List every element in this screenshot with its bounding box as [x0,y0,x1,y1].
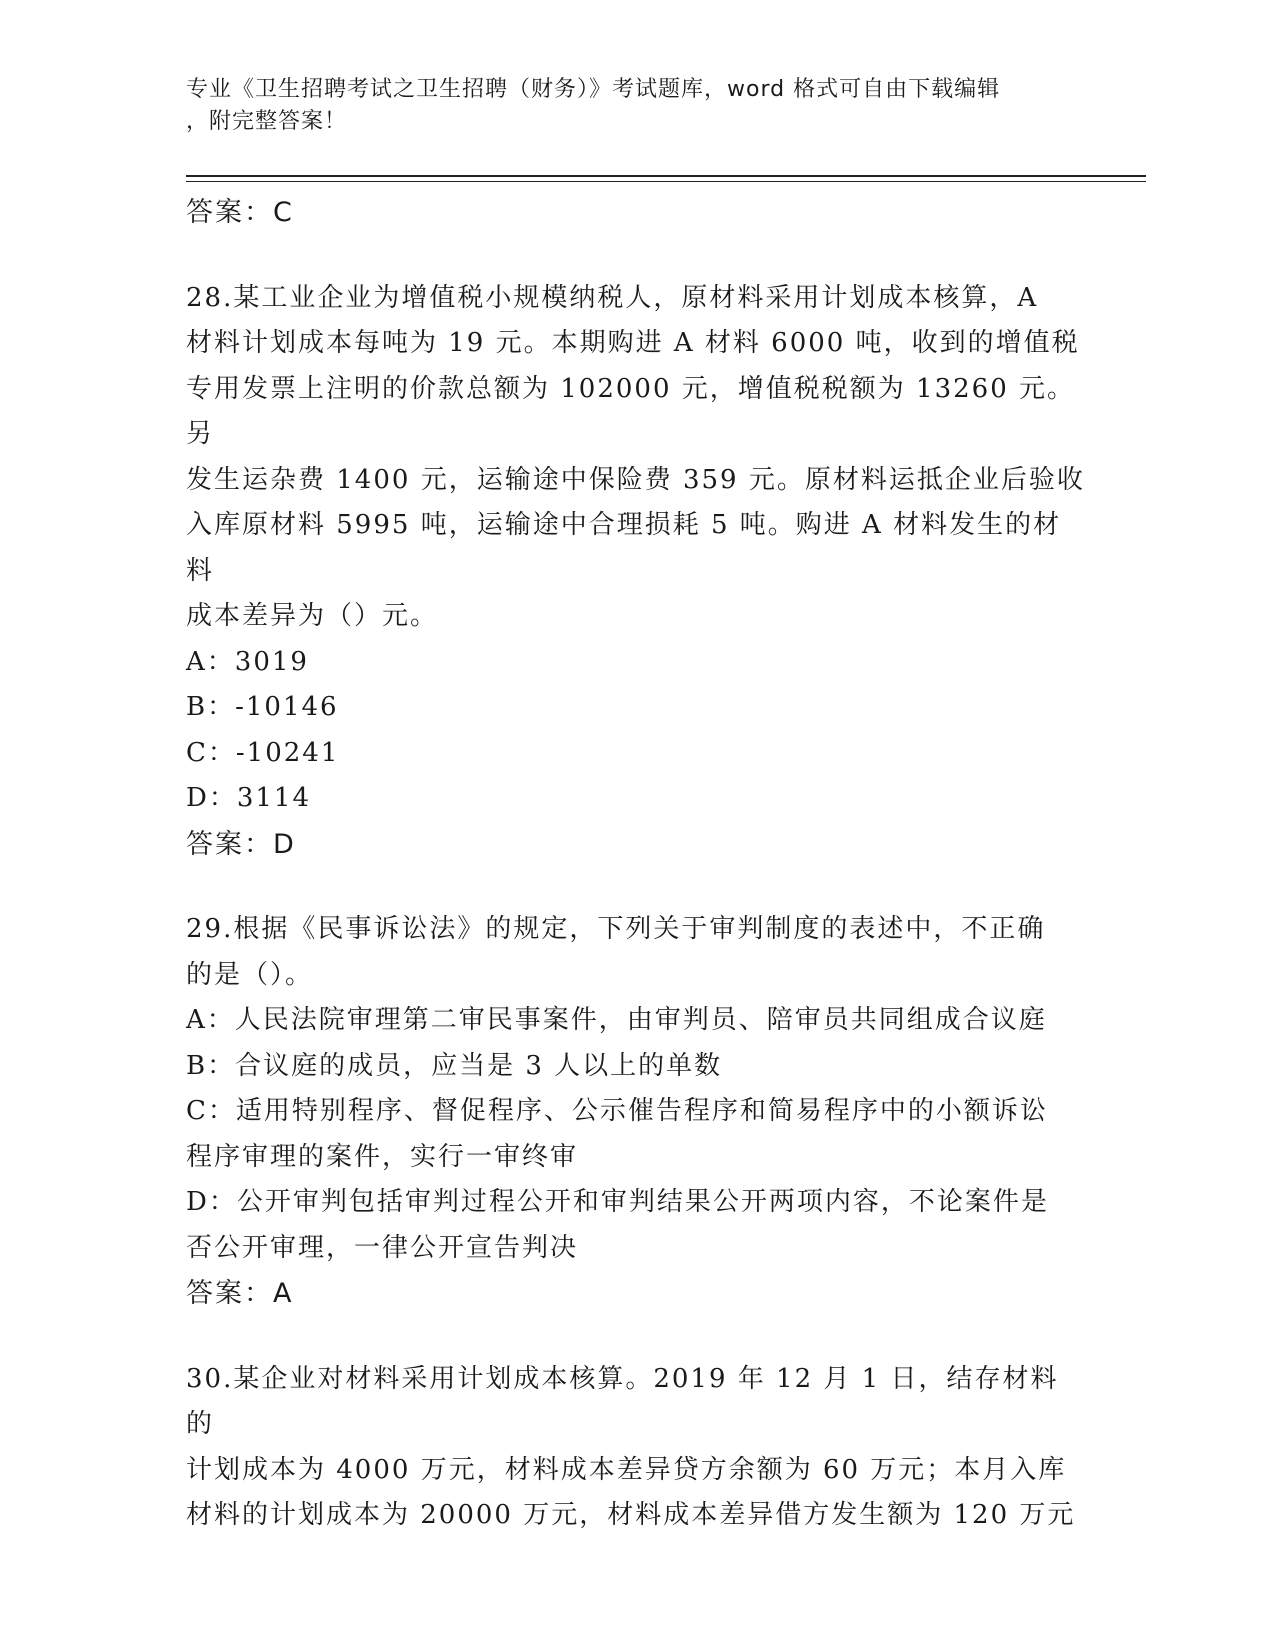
option-b: B：合议庭的成员，应当是 3 人以上的单数 [186,1050,723,1081]
question-30 [186,1357,1086,1539]
answer-q28: 答案：D [186,828,296,860]
question-line: 专用发票上注明的价款总额为 102000 元，增值税税额为 13260 元。另 [186,373,1076,449]
question-line: 成本差异为（）元。 [186,601,439,631]
option-a: A：3019 [186,646,309,677]
question-line: 材料的计划成本为 20000 万元，材料成本差异借方发生额为 120 万元 [186,1500,1076,1530]
header-rule-thick [186,175,1146,177]
option-d-continued: 否公开审理，一律公开宣告判决 [186,1232,579,1263]
header-rule-thin [186,181,1146,182]
option-b: B：-10146 [186,692,339,722]
question-line: 材料计划成本每吨为 19 元。本期购进 A 材料 6000 吨，收到的增值税 [186,328,1080,358]
document-body [186,190,1086,1539]
option-c: C：适用特别程序、督促程序、公示催告程序和简易程序中的小额诉讼 [186,1096,1048,1126]
question-line: 入库原材料 5995 吨，运输途中合理损耗 5 吨。购进 A 材料发生的材料 [186,510,1062,586]
answer-q27: 答案：C [186,197,294,228]
option-a: A：人民法院审理第二审民事案件，由审判员、陪审员共同组成合议庭 [186,1005,1047,1035]
option-d: D：公开审判包括审判过程公开和审判结果公开两项内容，不论案件是 [186,1187,1049,1217]
option-c-continued: 程序审理的案件，实行一审终审 [186,1141,579,1172]
question-line: 28.某工业企业为增值税小规模纳税人，原材料采用计划成本核算，A [186,282,1039,313]
page-header [186,74,1066,138]
option-c: C：-10241 [186,737,340,768]
question-line: 的是（）。 [186,959,314,990]
question-line: 发生运杂费 1400 元，运输途中保险费 359 元。原材料运抵企业后验收 [186,464,1085,495]
question-29 [186,907,1086,1317]
option-d: D：3114 [186,783,312,813]
answer-q29: 答案：A [186,1278,294,1309]
header-line-2: ，附完整答案！ [186,109,348,134]
question-line: 29.根据《民事诉讼法》的规定，下列关于审判制度的表述中，不正确 [186,914,1046,944]
question-line: 计划成本为 4000 万元，材料成本差异贷方余额为 60 万元；本月入库 [186,1454,1067,1485]
question-line: 30.某企业对材料采用计划成本核算。2019 年 12 月 1 日，结存材料的 [186,1363,1059,1439]
question-28 [186,276,1086,868]
header-line-1: 专业《卫生招聘考试之卫生招聘（财务）》考试题库，word 格式可自由下载编辑 [186,77,1001,102]
